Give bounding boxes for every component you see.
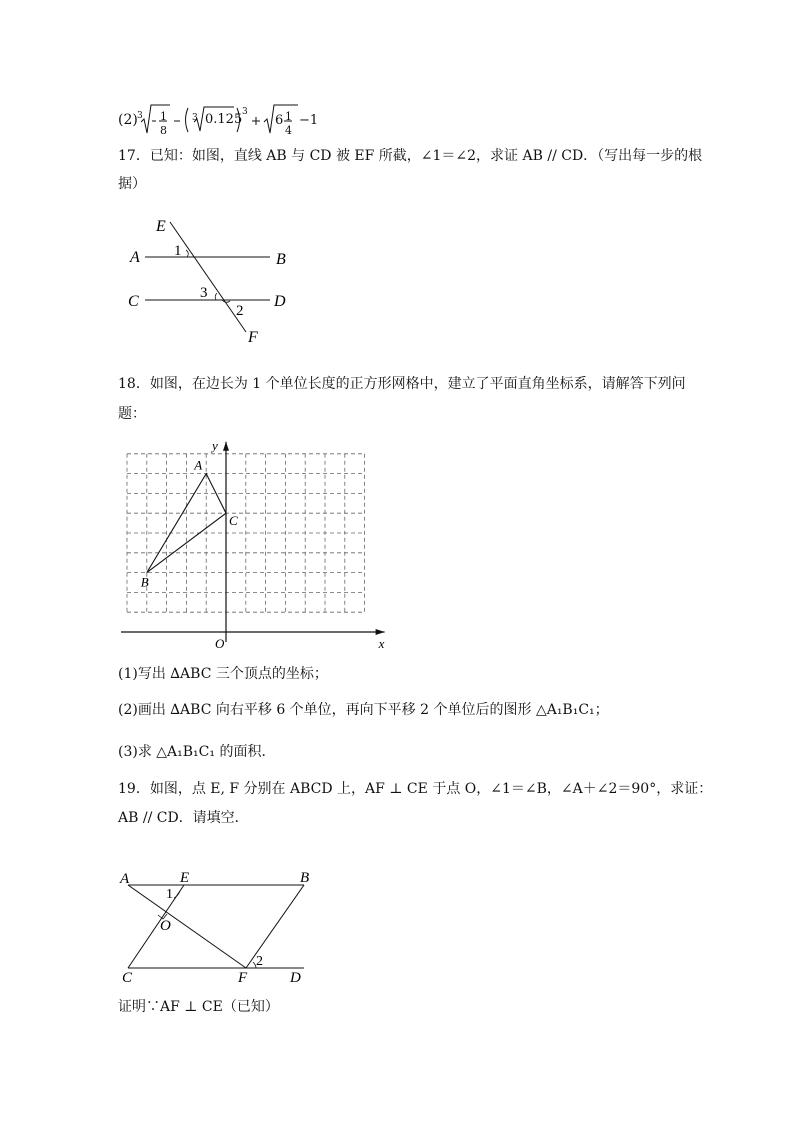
label-a: A bbox=[130, 249, 140, 266]
q19-text-line1: 19．如图，点 E, F 分别在 ABCD 上，AF ⊥ CE 于点 O，∠1＝∠B，∠A＋∠2＝90°，求证： bbox=[118, 781, 713, 797]
q17-text-line2: 据） bbox=[118, 176, 146, 192]
label-2: 2 bbox=[236, 303, 244, 319]
q16-label: (2) bbox=[118, 112, 138, 128]
q16-cube-index-2: 3 bbox=[192, 113, 198, 123]
y-axis-arrow bbox=[223, 442, 229, 451]
q18-coordinate-grid bbox=[118, 432, 398, 652]
label-b: B bbox=[276, 251, 286, 268]
q18-sub1: (1)写出 ∆ABC 三个顶点的坐标； bbox=[118, 666, 328, 682]
q16-cube-index-1: 3 bbox=[137, 111, 143, 121]
q16-power: 3 bbox=[242, 107, 248, 117]
q18-text-line2: 题： bbox=[118, 406, 146, 422]
label-3: 3 bbox=[200, 285, 208, 301]
q16-frac1-num: 1 bbox=[160, 110, 167, 123]
x-axis-arrow bbox=[376, 629, 385, 635]
vertex-label-a: A bbox=[194, 457, 203, 473]
label-1: 1 bbox=[166, 887, 173, 902]
y-axis-label: y bbox=[212, 437, 218, 453]
q16-frac2-den: 4 bbox=[285, 124, 292, 137]
x-axis-label: x bbox=[378, 636, 385, 651]
q19-figure bbox=[118, 868, 328, 988]
label-d: D bbox=[274, 293, 286, 310]
q16-frac1-den: 8 bbox=[160, 124, 167, 137]
label-1: 1 bbox=[174, 243, 182, 259]
label-c: C bbox=[128, 293, 139, 310]
triangle-abc bbox=[147, 474, 226, 573]
label-2: 2 bbox=[256, 954, 263, 969]
line-af bbox=[128, 885, 246, 968]
label-b: B bbox=[300, 870, 310, 886]
label-f: F bbox=[238, 970, 248, 986]
label-d: D bbox=[290, 970, 301, 986]
q18-sub3: (3)求 △A₁B₁C₁ 的面积． bbox=[118, 744, 276, 760]
q18-sub2: (2)画出 ∆ABC 向右平移 6 个单位，再向下平移 2 个单位后的图形 △A₁B₁C₁； bbox=[118, 702, 609, 718]
vertex-label-b: B bbox=[140, 574, 149, 590]
vertex-label-c: C bbox=[229, 513, 238, 529]
label-f: F bbox=[248, 329, 258, 346]
q17-text-line1: 17．已知：如图，直线 AB 与 CD 被 EF 所截，∠1＝∠2，求证 AB // CD．（写出每一步的根 bbox=[118, 148, 703, 164]
origin-label: O bbox=[215, 636, 225, 651]
q17-figure bbox=[120, 212, 320, 352]
q16-tail: −1 bbox=[299, 113, 319, 128]
label-o: O bbox=[160, 918, 171, 934]
line-ef bbox=[170, 222, 246, 332]
label-a: A bbox=[120, 871, 130, 887]
q16-frac2-num: 1 bbox=[285, 110, 292, 123]
q19-proof-start: 证明∵AF ⊥ CE（已知） bbox=[118, 999, 279, 1015]
q19-text-line2: AB // CD．请填空． bbox=[118, 810, 249, 826]
q16-root-inner: 0.125 bbox=[205, 112, 243, 127]
label-e: E bbox=[156, 218, 166, 235]
line-bf bbox=[246, 885, 304, 968]
q16-whole: 6 bbox=[275, 113, 284, 128]
q16-part2-expression bbox=[118, 102, 318, 138]
label-c: C bbox=[122, 970, 133, 986]
label-e: E bbox=[180, 870, 190, 886]
q18-text-line1: 18．如图，在边长为 1 个单位长度的正方形网格中，建立了平面直角坐标系，请解答下列问 bbox=[118, 376, 686, 392]
